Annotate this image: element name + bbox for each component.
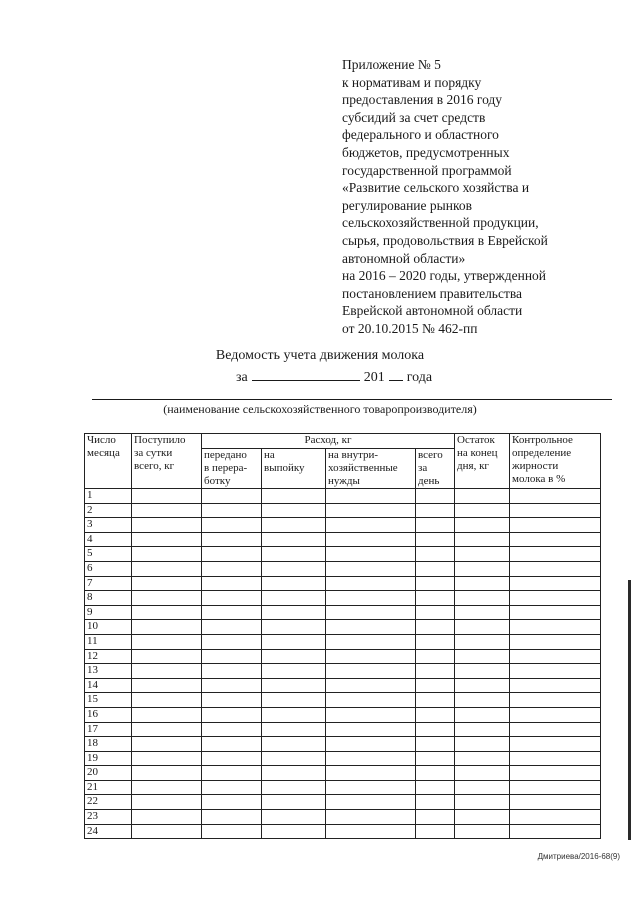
appendix-line: Еврейской автономной области bbox=[342, 303, 523, 319]
entry-cell[interactable] bbox=[455, 722, 510, 737]
day-cell: 22 bbox=[85, 795, 132, 810]
entry-cell[interactable] bbox=[202, 547, 262, 562]
entry-cell[interactable] bbox=[510, 737, 601, 752]
entry-cell[interactable] bbox=[416, 605, 455, 620]
day-cell: 8 bbox=[85, 591, 132, 606]
entry-cell[interactable] bbox=[416, 620, 455, 635]
table-row bbox=[85, 664, 601, 679]
entry-cell[interactable] bbox=[132, 780, 202, 795]
entry-cell[interactable] bbox=[262, 722, 326, 737]
entry-cell[interactable] bbox=[510, 576, 601, 591]
entry-cell[interactable] bbox=[416, 751, 455, 766]
entry-cell[interactable] bbox=[455, 489, 510, 504]
day-cell: 16 bbox=[85, 707, 132, 722]
table-row bbox=[85, 591, 601, 606]
entry-cell[interactable] bbox=[202, 591, 262, 606]
entry-cell[interactable] bbox=[262, 532, 326, 547]
entry-cell[interactable] bbox=[202, 503, 262, 518]
entry-cell[interactable] bbox=[132, 737, 202, 752]
header-feeding bbox=[262, 449, 326, 489]
entry-cell[interactable] bbox=[510, 634, 601, 649]
table-row bbox=[85, 824, 601, 839]
entry-cell[interactable] bbox=[132, 795, 202, 810]
header-day-l2: месяца bbox=[87, 447, 120, 459]
day-cell: 2 bbox=[85, 503, 132, 518]
entry-cell[interactable] bbox=[262, 518, 326, 533]
entry-cell[interactable] bbox=[510, 591, 601, 606]
entry-cell[interactable] bbox=[416, 503, 455, 518]
entry-cell[interactable] bbox=[132, 693, 202, 708]
appendix-line: «Развитие сельского хозяйства и bbox=[342, 180, 530, 196]
entry-cell[interactable] bbox=[262, 751, 326, 766]
header-fat-l3: жирности bbox=[512, 460, 559, 472]
header-total-l3: день bbox=[418, 475, 440, 487]
entry-cell[interactable] bbox=[326, 649, 416, 664]
entry-cell[interactable] bbox=[132, 707, 202, 722]
entry-cell[interactable] bbox=[326, 620, 416, 635]
entry-cell[interactable] bbox=[510, 795, 601, 810]
entry-cell[interactable] bbox=[510, 824, 601, 839]
header-remainder-l2: на конец bbox=[457, 447, 498, 459]
table-row bbox=[85, 547, 601, 562]
entry-cell[interactable] bbox=[416, 693, 455, 708]
entry-cell[interactable] bbox=[326, 591, 416, 606]
entry-cell[interactable] bbox=[416, 795, 455, 810]
entry-cell[interactable] bbox=[455, 795, 510, 810]
table-row bbox=[85, 737, 601, 752]
entry-cell[interactable] bbox=[326, 576, 416, 591]
entry-cell[interactable] bbox=[202, 532, 262, 547]
entry-cell[interactable] bbox=[416, 810, 455, 825]
appendix-line: бюджетов, предусмотренных bbox=[342, 144, 510, 160]
entry-cell[interactable] bbox=[132, 489, 202, 504]
entry-cell[interactable] bbox=[132, 620, 202, 635]
entry-cell[interactable] bbox=[455, 503, 510, 518]
header-total-l1: всего bbox=[418, 449, 443, 461]
entry-cell[interactable] bbox=[455, 678, 510, 693]
header-remainder-l3: дня, кг bbox=[457, 460, 489, 472]
entry-cell[interactable] bbox=[202, 489, 262, 504]
appendix-line: государственной программой bbox=[342, 162, 512, 178]
day-cell: 9 bbox=[85, 605, 132, 620]
header-feeding-l1: на bbox=[264, 449, 275, 461]
day-cell: 19 bbox=[85, 751, 132, 766]
header-total-l2: за bbox=[418, 462, 428, 474]
entry-cell[interactable] bbox=[262, 780, 326, 795]
appendix-line: от 20.10.2015 № 462-пп bbox=[342, 320, 478, 336]
entry-cell[interactable] bbox=[202, 518, 262, 533]
entry-cell[interactable] bbox=[455, 547, 510, 562]
entry-cell[interactable] bbox=[326, 678, 416, 693]
day-cell: 18 bbox=[85, 737, 132, 752]
entry-cell[interactable] bbox=[455, 620, 510, 635]
entry-cell[interactable] bbox=[510, 664, 601, 679]
entry-cell[interactable] bbox=[202, 795, 262, 810]
table-row bbox=[85, 707, 601, 722]
table-row bbox=[85, 518, 601, 533]
appendix-line: на 2016 – 2020 годы, утвержденной bbox=[342, 268, 547, 284]
entry-cell[interactable] bbox=[262, 824, 326, 839]
header-total-day bbox=[416, 449, 455, 489]
header-received bbox=[132, 434, 202, 489]
entry-cell[interactable] bbox=[132, 722, 202, 737]
entry-cell[interactable] bbox=[262, 620, 326, 635]
entry-cell[interactable] bbox=[455, 634, 510, 649]
entry-cell[interactable] bbox=[416, 547, 455, 562]
entry-cell[interactable] bbox=[416, 532, 455, 547]
table-row bbox=[85, 693, 601, 708]
header-transferred-l3: ботку bbox=[204, 475, 231, 487]
month-blank bbox=[252, 368, 360, 381]
entry-cell[interactable] bbox=[510, 503, 601, 518]
appendix-line: постановлением правительства bbox=[342, 285, 523, 301]
appendix-line: федерального и областного bbox=[342, 127, 499, 143]
entry-cell[interactable] bbox=[455, 737, 510, 752]
appendix-line: субсидий за счет средств bbox=[342, 109, 486, 125]
header-fat-l1: Контрольное bbox=[512, 434, 573, 446]
entry-cell[interactable] bbox=[326, 532, 416, 547]
entry-cell[interactable] bbox=[416, 561, 455, 576]
entry-cell[interactable] bbox=[455, 693, 510, 708]
entry-cell[interactable] bbox=[455, 576, 510, 591]
entry-cell[interactable] bbox=[132, 561, 202, 576]
day-cell: 23 bbox=[85, 810, 132, 825]
entry-cell[interactable] bbox=[262, 561, 326, 576]
entry-cell[interactable] bbox=[326, 489, 416, 504]
entry-cell[interactable] bbox=[416, 737, 455, 752]
scan-edge-mark bbox=[628, 580, 631, 840]
entry-cell[interactable] bbox=[510, 532, 601, 547]
entry-cell[interactable] bbox=[202, 737, 262, 752]
entry-cell[interactable] bbox=[132, 634, 202, 649]
entry-cell[interactable] bbox=[202, 620, 262, 635]
producer-caption: (наименование сельскохозяйственного товаропроизводителя) bbox=[163, 402, 477, 416]
entry-cell[interactable] bbox=[132, 649, 202, 664]
entry-cell[interactable] bbox=[262, 489, 326, 504]
table-row bbox=[85, 649, 601, 664]
year-prefix: 201 bbox=[363, 370, 385, 385]
entry-cell[interactable] bbox=[416, 707, 455, 722]
header-fat-control bbox=[510, 434, 601, 489]
entry-cell[interactable] bbox=[132, 591, 202, 606]
entry-cell[interactable] bbox=[132, 576, 202, 591]
entry-cell[interactable] bbox=[202, 693, 262, 708]
header-feeding-l2: выпойку bbox=[264, 462, 305, 474]
day-cell: 17 bbox=[85, 722, 132, 737]
entry-cell[interactable] bbox=[416, 591, 455, 606]
day-cell: 4 bbox=[85, 532, 132, 547]
table-row bbox=[85, 576, 601, 591]
entry-cell[interactable] bbox=[455, 810, 510, 825]
entry-cell[interactable] bbox=[132, 810, 202, 825]
entry-cell[interactable] bbox=[416, 780, 455, 795]
header-remainder-l1: Остаток bbox=[457, 434, 495, 446]
entry-cell[interactable] bbox=[262, 810, 326, 825]
entry-cell[interactable] bbox=[510, 678, 601, 693]
entry-cell[interactable] bbox=[510, 766, 601, 781]
header-received-l3: всего, кг bbox=[134, 460, 175, 472]
entry-cell[interactable] bbox=[132, 678, 202, 693]
entry-cell[interactable] bbox=[416, 518, 455, 533]
entry-cell[interactable] bbox=[416, 634, 455, 649]
entry-cell[interactable] bbox=[262, 503, 326, 518]
entry-cell[interactable] bbox=[202, 751, 262, 766]
header-day bbox=[85, 434, 132, 489]
table-row bbox=[85, 780, 601, 795]
table-row bbox=[85, 489, 601, 504]
entry-cell[interactable] bbox=[455, 605, 510, 620]
day-cell: 21 bbox=[85, 780, 132, 795]
period-prefix: за bbox=[236, 370, 248, 385]
day-cell: 13 bbox=[85, 664, 132, 679]
header-transferred-l2: в перера- bbox=[204, 462, 248, 474]
entry-cell[interactable] bbox=[416, 766, 455, 781]
entry-cell[interactable] bbox=[202, 649, 262, 664]
appendix-line: регулирование рынков bbox=[342, 197, 472, 213]
entry-cell[interactable] bbox=[455, 707, 510, 722]
entry-cell[interactable] bbox=[326, 722, 416, 737]
entry-cell[interactable] bbox=[326, 664, 416, 679]
header-fat-l2: определение bbox=[512, 447, 572, 459]
entry-cell[interactable] bbox=[202, 634, 262, 649]
header-transferred bbox=[202, 449, 262, 489]
entry-cell[interactable] bbox=[202, 766, 262, 781]
entry-cell[interactable] bbox=[416, 489, 455, 504]
entry-cell[interactable] bbox=[416, 678, 455, 693]
entry-cell[interactable] bbox=[455, 664, 510, 679]
entry-cell[interactable] bbox=[262, 576, 326, 591]
day-cell: 12 bbox=[85, 649, 132, 664]
header-internal-l1: на внутри- bbox=[328, 449, 379, 461]
entry-cell[interactable] bbox=[416, 576, 455, 591]
entry-cell[interactable] bbox=[202, 664, 262, 679]
document-title: Ведомость учета движения молока bbox=[215, 348, 425, 363]
entry-cell[interactable] bbox=[262, 795, 326, 810]
appendix-block bbox=[342, 56, 632, 338]
entry-cell[interactable] bbox=[202, 678, 262, 693]
entry-cell[interactable] bbox=[510, 780, 601, 795]
entry-cell[interactable] bbox=[455, 591, 510, 606]
entry-cell[interactable] bbox=[262, 634, 326, 649]
entry-cell[interactable] bbox=[416, 664, 455, 679]
entry-cell[interactable] bbox=[326, 766, 416, 781]
entry-cell[interactable] bbox=[326, 547, 416, 562]
entry-cell[interactable] bbox=[262, 678, 326, 693]
appendix-line: сырья, продовольствия в Еврейской bbox=[342, 232, 548, 248]
entry-cell[interactable] bbox=[510, 561, 601, 576]
day-cell: 5 bbox=[85, 547, 132, 562]
entry-cell[interactable] bbox=[326, 824, 416, 839]
entry-cell[interactable] bbox=[262, 649, 326, 664]
entry-cell[interactable] bbox=[262, 591, 326, 606]
header-transferred-l1: передано bbox=[204, 449, 247, 461]
day-cell: 11 bbox=[85, 634, 132, 649]
header-remainder bbox=[455, 434, 510, 489]
entry-cell[interactable] bbox=[132, 751, 202, 766]
entry-cell[interactable] bbox=[202, 576, 262, 591]
entry-cell[interactable] bbox=[262, 737, 326, 752]
entry-cell[interactable] bbox=[262, 547, 326, 562]
entry-cell[interactable] bbox=[262, 605, 326, 620]
entry-cell[interactable] bbox=[510, 649, 601, 664]
header-internal-l3: нужды bbox=[328, 475, 360, 487]
entry-cell[interactable] bbox=[132, 664, 202, 679]
day-cell: 6 bbox=[85, 561, 132, 576]
header-expense-group: Расход, кг bbox=[202, 434, 455, 449]
header-received-l2: за сутки bbox=[134, 447, 173, 459]
day-cell: 24 bbox=[85, 824, 132, 839]
entry-cell[interactable] bbox=[455, 824, 510, 839]
entry-cell[interactable] bbox=[132, 605, 202, 620]
entry-cell[interactable] bbox=[510, 547, 601, 562]
day-cell: 1 bbox=[85, 489, 132, 504]
header-received-l1: Поступило bbox=[134, 434, 186, 446]
entry-cell[interactable] bbox=[416, 722, 455, 737]
entry-cell[interactable] bbox=[132, 547, 202, 562]
period-line bbox=[236, 368, 432, 386]
table-row bbox=[85, 561, 601, 576]
day-cell: 3 bbox=[85, 518, 132, 533]
day-cell: 10 bbox=[85, 620, 132, 635]
header-day-l1: Число bbox=[87, 434, 116, 446]
entry-cell[interactable] bbox=[132, 824, 202, 839]
appendix-line: предоставления в 2016 году bbox=[342, 92, 503, 108]
entry-cell[interactable] bbox=[326, 780, 416, 795]
table-row bbox=[85, 605, 601, 620]
entry-cell[interactable] bbox=[326, 795, 416, 810]
table-row bbox=[85, 620, 601, 635]
appendix-line: автономной области» bbox=[342, 250, 466, 266]
entry-cell[interactable] bbox=[202, 810, 262, 825]
entry-cell[interactable] bbox=[510, 722, 601, 737]
entry-cell[interactable] bbox=[202, 561, 262, 576]
header-internal-l2: хозяйственные bbox=[328, 462, 398, 474]
header-fat-l4: молока в % bbox=[512, 473, 566, 485]
entry-cell[interactable] bbox=[455, 766, 510, 781]
table-row bbox=[85, 810, 601, 825]
entry-cell[interactable] bbox=[132, 766, 202, 781]
entry-cell[interactable] bbox=[202, 707, 262, 722]
entry-cell[interactable] bbox=[326, 693, 416, 708]
entry-cell[interactable] bbox=[455, 751, 510, 766]
table-row bbox=[85, 722, 601, 737]
entry-cell[interactable] bbox=[326, 561, 416, 576]
entry-cell[interactable] bbox=[262, 707, 326, 722]
entry-cell[interactable] bbox=[202, 605, 262, 620]
entry-cell[interactable] bbox=[326, 751, 416, 766]
producer-name-line bbox=[92, 399, 612, 400]
day-cell: 14 bbox=[85, 678, 132, 693]
day-cell: 7 bbox=[85, 576, 132, 591]
entry-cell[interactable] bbox=[202, 722, 262, 737]
entry-cell[interactable] bbox=[326, 503, 416, 518]
appendix-line: сельскохозяйственной продукции, bbox=[342, 215, 539, 231]
entry-cell[interactable] bbox=[202, 824, 262, 839]
entry-cell[interactable] bbox=[455, 561, 510, 576]
appendix-line: Приложение № 5 bbox=[342, 57, 441, 72]
entry-cell[interactable] bbox=[455, 649, 510, 664]
footer-code: Дмитриева/2016-68(9) bbox=[537, 852, 620, 861]
table-row bbox=[85, 634, 601, 649]
entry-cell[interactable] bbox=[455, 780, 510, 795]
entry-cell[interactable] bbox=[510, 707, 601, 722]
day-cell: 20 bbox=[85, 766, 132, 781]
entry-cell[interactable] bbox=[262, 693, 326, 708]
day-cell: 15 bbox=[85, 693, 132, 708]
entry-cell[interactable] bbox=[416, 824, 455, 839]
table-row bbox=[85, 795, 601, 810]
ledger-body bbox=[85, 489, 601, 839]
entry-cell[interactable] bbox=[510, 518, 601, 533]
entry-cell[interactable] bbox=[326, 518, 416, 533]
entry-cell[interactable] bbox=[132, 518, 202, 533]
table-row bbox=[85, 678, 601, 693]
entry-cell[interactable] bbox=[262, 664, 326, 679]
entry-cell[interactable] bbox=[510, 810, 601, 825]
header-internal bbox=[326, 449, 416, 489]
entry-cell[interactable] bbox=[416, 649, 455, 664]
entry-cell[interactable] bbox=[455, 518, 510, 533]
period-suffix: года bbox=[406, 370, 433, 385]
entry-cell[interactable] bbox=[510, 489, 601, 504]
entry-cell[interactable] bbox=[326, 634, 416, 649]
entry-cell[interactable] bbox=[326, 810, 416, 825]
entry-cell[interactable] bbox=[326, 605, 416, 620]
milk-ledger-table bbox=[84, 433, 601, 839]
entry-cell[interactable] bbox=[510, 620, 601, 635]
entry-cell[interactable] bbox=[510, 751, 601, 766]
year-blank bbox=[389, 368, 403, 381]
entry-cell[interactable] bbox=[262, 766, 326, 781]
entry-cell[interactable] bbox=[510, 693, 601, 708]
entry-cell[interactable] bbox=[326, 737, 416, 752]
table-row bbox=[85, 751, 601, 766]
entry-cell[interactable] bbox=[132, 503, 202, 518]
appendix-line: к нормативам и порядку bbox=[342, 74, 482, 90]
entry-cell[interactable] bbox=[455, 532, 510, 547]
entry-cell[interactable] bbox=[326, 707, 416, 722]
entry-cell[interactable] bbox=[202, 780, 262, 795]
table-row bbox=[85, 503, 601, 518]
entry-cell[interactable] bbox=[510, 605, 601, 620]
table-row bbox=[85, 532, 601, 547]
entry-cell[interactable] bbox=[132, 532, 202, 547]
table-row bbox=[85, 766, 601, 781]
